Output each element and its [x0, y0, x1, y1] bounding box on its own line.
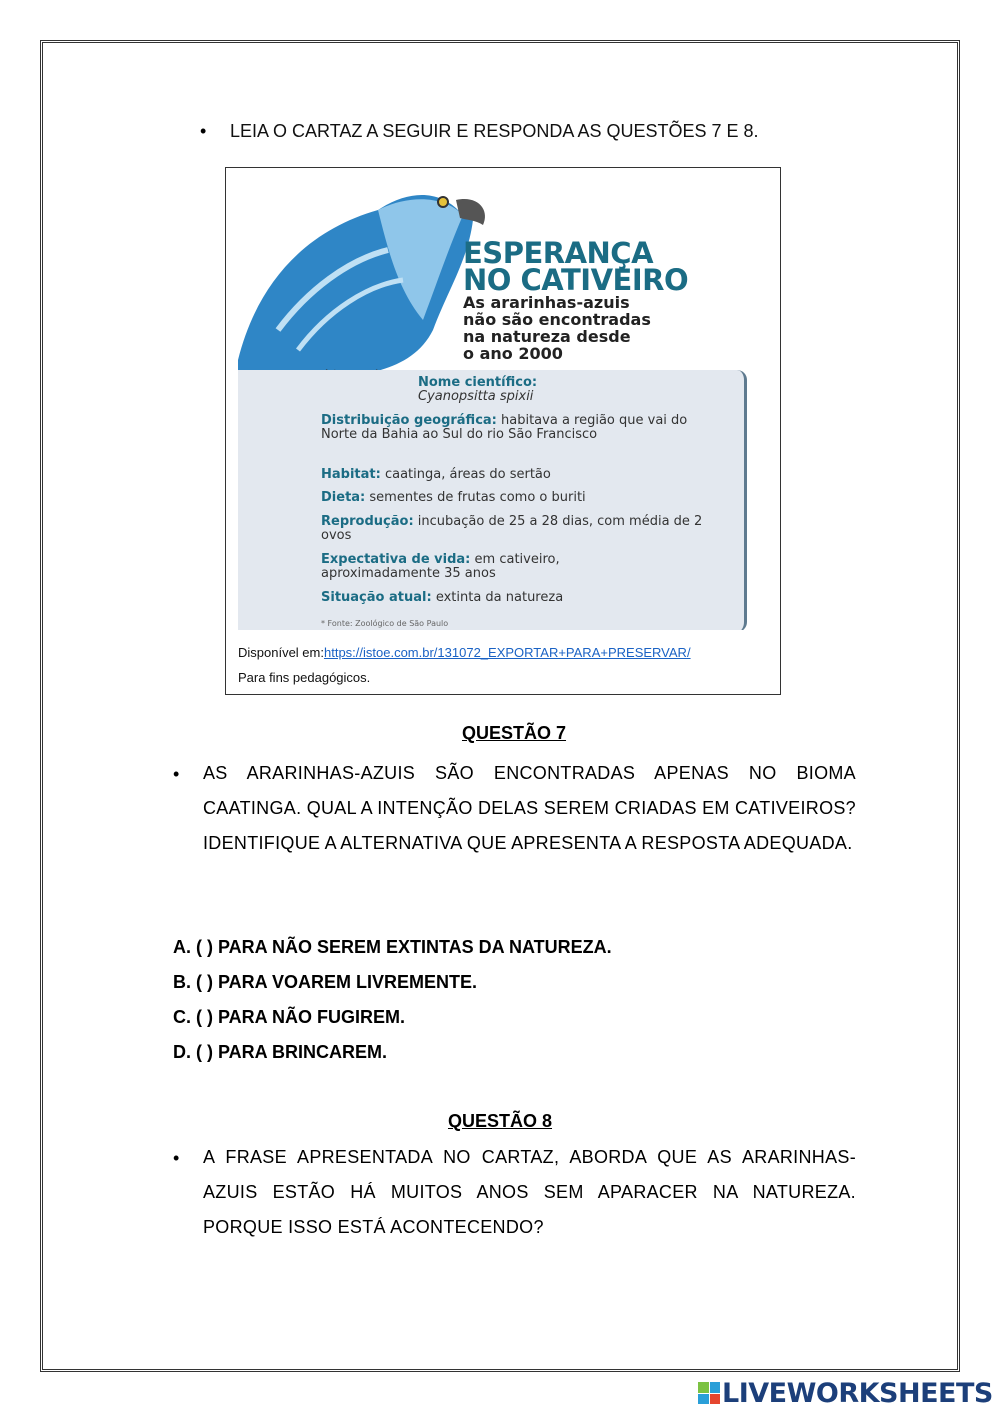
poster-image — [238, 170, 758, 630]
field-reproduction: Reprodução: incubação de 25 a 28 dias, com média de 2 ovos — [321, 514, 703, 543]
option-b[interactable]: B. ( ) PARA VOAREM LIVREMENTE. — [173, 972, 478, 992]
field-habitat: Habitat: caatinga, áreas do sertão — [321, 467, 551, 482]
option-c[interactable]: C. ( ) PARA NÃO FUGIREM. — [173, 1007, 405, 1027]
poster-subtitle: As ararinhas-azuis não são encontradas na natureza desde o ano 2000 — [463, 293, 651, 363]
liveworksheets-logo-icon — [698, 1382, 720, 1404]
field-scientific-name: Nome científico: Cyanopsitta spixii — [418, 375, 538, 404]
field-life-expectancy: Expectativa de vida: em cativeiro, aproximadamente 35 anos — [321, 552, 560, 581]
liveworksheets-brand: LIVEWORKSHEETS — [722, 1378, 993, 1409]
poster-source: * Fonte: Zoológico de São Paulo — [321, 619, 449, 628]
question-8-text: A FRASE APRESENTADA NO CARTAZ, ABORDA QUE AS ARARINHAS-AZUIS ESTÃO HÁ MUITOS ANOS SEM APARACER NA NATUREZA. PORQUE ISSO ESTÁ ACONTECENDO? — [203, 1147, 856, 1237]
parrot-illustration — [238, 170, 498, 390]
bullet: • — [200, 121, 207, 141]
question-8-title: QUESTÃO 8 — [447, 1111, 553, 1131]
intro-instruction: LEIA O CARTAZ A SEGUIR E RESPONDA AS QUESTÕES 7 E 8. — [230, 121, 759, 141]
pedagogical-note: Para fins pedagógicos. — [238, 670, 371, 685]
bullet: • — [173, 1148, 180, 1168]
option-a[interactable]: A. ( ) PARA NÃO SEREM EXTINTAS DA NATUREZA. — [173, 937, 612, 957]
question-7-text: AS ARARINHAS-AZUIS SÃO ENCONTRADAS APENAS NO BIOMA CAATINGA. QUAL A INTENÇÃO DELAS SEREM CRIADAS EM CATIVEIROS? IDENTIFIQUE A ALTERNATIVA QUE APRESENTA A RESPOSTA ADEQUADA. — [203, 763, 856, 853]
field-diet: Dieta: sementes de frutas como o buriti — [321, 490, 586, 505]
source-caption: Disponível em:https://istoe.com.br/131072_EXPORTAR+PARA+PRESERVAR/ — [238, 645, 691, 660]
option-d[interactable]: D. ( ) PARA BRINCAREM. — [173, 1042, 387, 1062]
source-link[interactable]: https://istoe.com.br/131072_EXPORTAR+PARA+PRESERVAR/ — [323, 645, 691, 660]
field-status: Situação atual: extinta da natureza — [321, 590, 564, 605]
bullet: • — [173, 764, 180, 784]
question-7-title: QUESTÃO 7 — [461, 723, 567, 743]
poster-title: ESPERANÇA NO CATIVEIRO — [463, 236, 689, 297]
field-distribution: Distribuição geográfica: habitava a região que vai do Norte da Bahia ao Sul do rio São Francisco — [321, 413, 688, 442]
poster — [225, 167, 781, 695]
